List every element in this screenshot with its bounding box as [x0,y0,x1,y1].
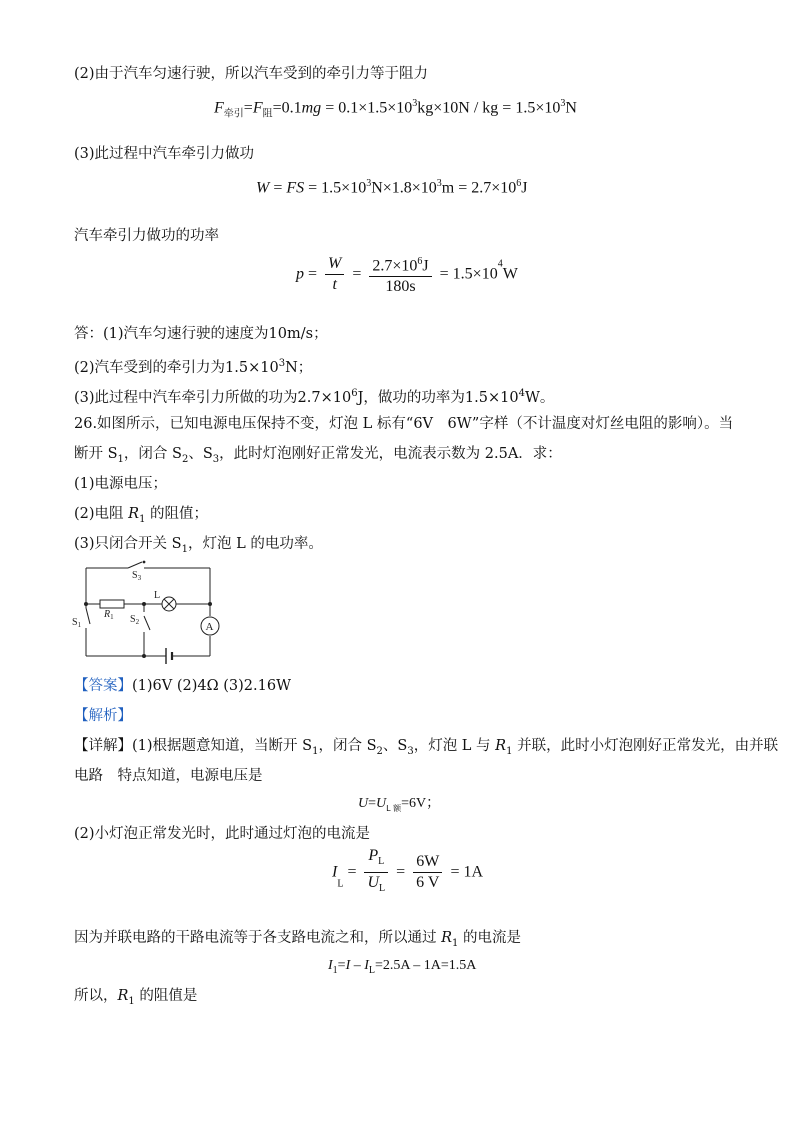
detail-line4: 因为并联电路的干路电流等于各支路电流之和，所以通过 $R_1$ 的电流是 [74,930,522,949]
label-s1: $S_1$ [72,617,82,629]
q26-line1: 26.如图所示，已知电源电压保持不变，灯泡 L 标有“6V 6W”字样（不计温度对灯丝电阻的影响）。当 [74,416,734,432]
switch-s3-blade [128,562,142,568]
label-l: L [154,590,161,601]
power-text: 汽车牵引力做功的功率 [74,228,219,244]
detail-equation1: $U=U_{L 额}=6V$； [358,796,441,813]
junction-s2 [142,602,146,606]
detail-equation3: $I_1=I - I_L=2.5A - 1A=1.5A$ [328,958,477,976]
junction-left [84,602,88,606]
label-r1: $R_1$ [104,609,114,621]
q26-line2: 断开 $S_1$，闭合 $S_2$、$S_3$，此时灯泡刚好正常发光，电流表示数为 2.5A．求： [74,446,562,465]
answer25-line3: (3)此过程中汽车牵引力所做的功为$2.7\times 10^6J$，做功的功率为$1.5\times 10^4W$。 [74,388,555,406]
detail-line2: 电路 特点知道，电源电压是 [74,768,263,784]
resistor-r1 [100,600,124,608]
junction-right [208,602,212,606]
circuit-diagram [72,560,232,670]
answer-label: 【答案】 [74,678,132,694]
part3-equation: W = FS = $1.5\times 10^3N\times 1.8\times 10^3m = 2.7\times 10^6J$ [256,178,528,197]
part2-text: (2)由于汽车匀速行驶，所以汽车受到的牵引力等于阻力 [74,66,429,82]
label-s2: $S_2$ [130,614,140,626]
q26-question3: (3)只闭合开关 $S_1$，灯泡 L 的电功率。 [74,536,323,555]
junction-bottom [142,654,146,658]
label-s3: $S_3$ [132,570,142,582]
detail-line3: (2)小灯泡正常发光时，此时通过灯泡的电流是 [74,826,371,842]
answer-line [74,676,291,696]
analysis-label: 【解析】 [74,708,132,724]
answer25-line1: 答：(1)汽车匀速行驶的速度为10m/s； [74,326,328,342]
part2-equation: $F_{牵引}=F_阻=0.1mg = 0.1\times 1.5\times 10^3kg\times 10N$ / kg = $1.5\times 10^3N$ [214,98,577,120]
q26-question1: (1)电源电压； [74,476,168,492]
answer-text: (1)6V (2)4Ω (3)2.16W [132,678,291,694]
detail-line1: 【详解】(1)根据题意知道，当断开 $S_1$，闭合 $S_2$、$S_3$，灯泡 L 与 $R_1$ 并联，此时小灯泡刚好正常发光，由并联 [74,738,779,757]
answer25-line2: (2)汽车受到的牵引力为$1.5\times 10^3N$； [74,358,313,376]
detail-line5: 所以，$R_1$ 的阻值是 [74,988,198,1007]
power-equation: p = $\frac{W}{t}$ = $\frac{2.7\times 10^6J}{180s}$ = $1.5\times 10^4W$ [296,252,518,297]
switch-s2-blade [144,616,150,630]
q26-question2: (2)电阻 $R_1$ 的阻值； [74,506,209,525]
label-ammeter: A [205,621,214,633]
switch-s3-contact [143,561,146,564]
detail-equation2: $I_L$ = $\frac{P_L}{U_L}$ = $\frac{6W}{6 V}$ = 1A [332,847,484,895]
part3-text: (3)此过程中汽车牵引力做功 [74,146,255,162]
switch-s1-blade [86,608,90,624]
